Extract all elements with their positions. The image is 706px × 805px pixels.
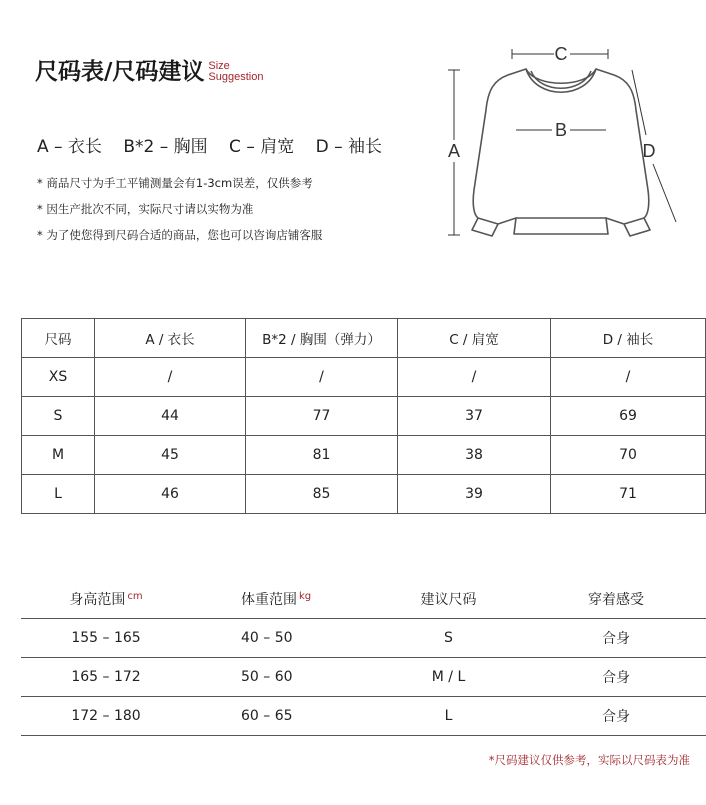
unit-kg: kg [299, 591, 312, 602]
header-cell-fit: 穿着感受 [526, 580, 706, 619]
header-label: 身高范围 [69, 592, 126, 608]
table-cell: 39 [398, 475, 551, 514]
page-subtitle [208, 61, 263, 86]
rec-table-header [21, 580, 706, 619]
diagram-label-d: D [642, 141, 656, 161]
legend-a: A – 衣长 [37, 137, 102, 157]
header-cell-size: 建议尺码 [371, 580, 526, 619]
note-3: * 为了使您得到尺码合适的商品，您也可以咨询店铺客服 [37, 228, 323, 242]
table-cell: XS [22, 358, 95, 397]
table-cell: 40 – 50 [191, 619, 371, 658]
header-cell-weight [191, 580, 371, 619]
sweater-measurement-diagram [436, 40, 696, 250]
table-cell: L [371, 697, 526, 736]
table-cell: 46 [95, 475, 246, 514]
table-row [22, 397, 706, 436]
diagram-label-a: A [447, 141, 461, 161]
table-cell: / [95, 358, 246, 397]
header-cell: B*2 / 胸围（弹力） [246, 319, 398, 358]
table-cell: 合身 [526, 619, 706, 658]
table-row [22, 358, 706, 397]
legend-b: B*2 – 胸围 [123, 137, 208, 157]
table-cell: / [246, 358, 398, 397]
table-cell: 172 – 180 [21, 697, 191, 736]
table-row [22, 436, 706, 475]
measurement-legend [37, 132, 398, 157]
table-cell: 165 – 172 [21, 658, 191, 697]
title-row [35, 58, 263, 86]
table-row [21, 658, 706, 697]
table-cell: 77 [246, 397, 398, 436]
header-cell: D / 袖长 [551, 319, 706, 358]
table-cell: / [551, 358, 706, 397]
table-cell: 合身 [526, 658, 706, 697]
sweater-outline-icon [472, 69, 650, 236]
table-cell: 合身 [526, 697, 706, 736]
unit-cm: cm [127, 591, 143, 602]
table-row [21, 619, 706, 658]
table-cell: 38 [398, 436, 551, 475]
subtitle-line-2: Suggestion [208, 71, 264, 83]
subtitle-line-1: Size [208, 60, 230, 72]
header-cell: A / 衣长 [95, 319, 246, 358]
legend-c: C – 肩宽 [229, 137, 295, 157]
header-cell: C / 肩宽 [398, 319, 551, 358]
table-cell: 44 [95, 397, 246, 436]
header-label: 体重范围 [241, 592, 297, 608]
size-table [21, 318, 706, 514]
table-cell: 69 [551, 397, 706, 436]
size-table-header [22, 319, 706, 358]
table-cell: 60 – 65 [191, 697, 371, 736]
recommendation-table [21, 580, 706, 736]
table-cell: 70 [551, 436, 706, 475]
diagram-label-c: C [554, 44, 568, 64]
header-cell-height [21, 580, 191, 619]
table-row [22, 475, 706, 514]
table-cell: 45 [95, 436, 246, 475]
table-cell: 81 [246, 436, 398, 475]
table-cell: M [22, 436, 95, 475]
note-2: * 因生产批次不同，实际尺寸请以实物为准 [37, 202, 254, 216]
table-cell: L [22, 475, 95, 514]
footnote: *尺码建议仅供参考，实际以尺码表为准 [488, 753, 690, 767]
table-row [21, 697, 706, 736]
table-cell: 71 [551, 475, 706, 514]
table-cell: S [22, 397, 95, 436]
legend-d: D – 袖长 [315, 137, 383, 157]
page-title: 尺码表/尺码建议 [35, 59, 205, 85]
table-cell: M / L [371, 658, 526, 697]
diagram-label-b: B [554, 120, 568, 140]
table-cell: S [371, 619, 526, 658]
table-cell: 85 [246, 475, 398, 514]
table-cell: 155 – 165 [21, 619, 191, 658]
table-cell: / [398, 358, 551, 397]
note-1: * 商品尺寸为手工平铺测量会有1-3cm误差，仅供参考 [37, 176, 313, 190]
notes [37, 174, 322, 252]
table-cell: 50 – 60 [191, 658, 371, 697]
table-cell: 37 [398, 397, 551, 436]
header-cell: 尺码 [22, 319, 95, 358]
